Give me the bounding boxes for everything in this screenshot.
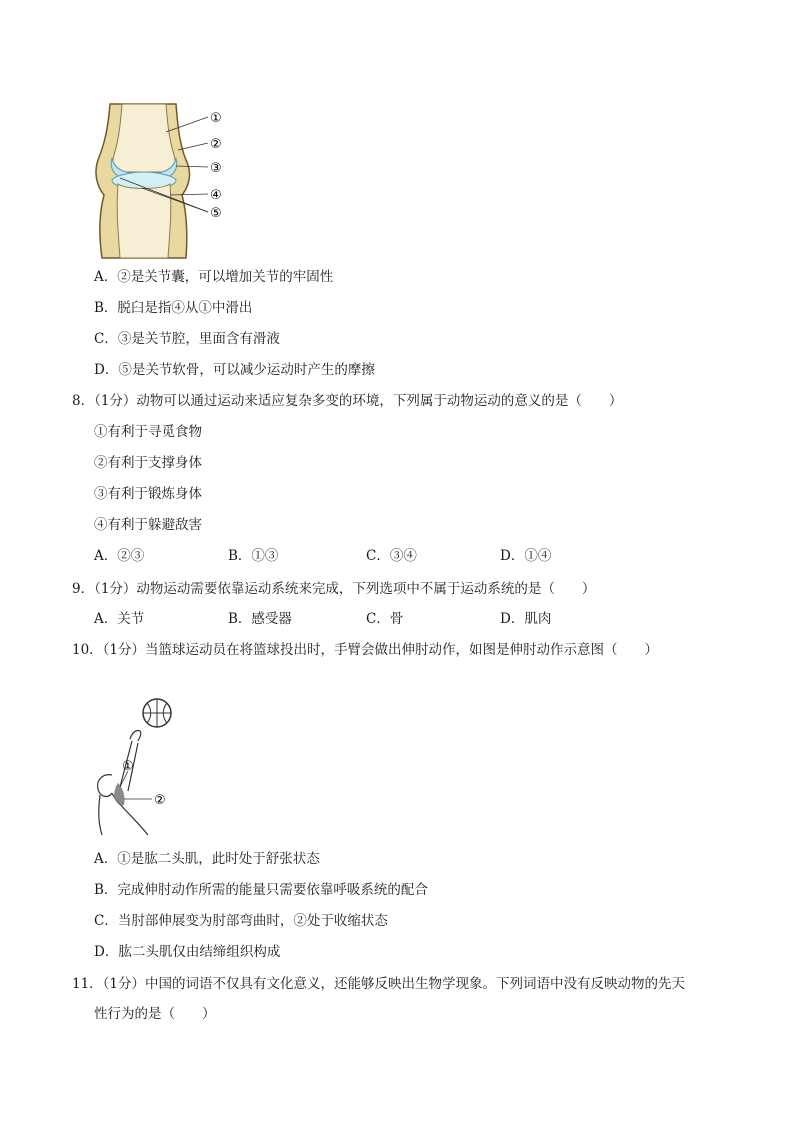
q10-stem: 10．（1分）当篮球运动员在将篮球投出时，手臂会做出伸肘动作，如图是伸肘动作示意图（ ） — [72, 642, 659, 658]
q8-option-a: A．②③ — [94, 548, 145, 564]
knee-joint-diagram — [90, 100, 240, 260]
q8-item-2: ②有利于支撑身体 — [94, 455, 202, 471]
q10-option-c: C．当肘部伸展变为肘部弯曲时，②处于收缩状态 — [94, 913, 388, 929]
q8-option-b: B．①③ — [228, 548, 279, 564]
q11-stem-line1: 11．（1分）中国的词语不仅具有文化意义，还能够反映出生物学现象。下列词语中没有反映动物的先天 — [72, 976, 686, 992]
q9-option-a: A．关节 — [94, 611, 145, 627]
fig2-label-2: ② — [154, 793, 166, 808]
q10-option-b: B．完成伸肘动作所需的能量只需要依靠呼吸系统的配合 — [94, 882, 428, 898]
fig1-label-5: ⑤ — [210, 206, 222, 221]
q10-option-a: A．①是肱二头肌，此时处于舒张状态 — [94, 851, 320, 867]
q8-stem: 8．（1分）动物可以通过运动来适应复杂多变的环境，下列属于动物运动的意义的是（ ） — [72, 393, 623, 409]
q10-option-d: D．肱二头肌仅由结缔组织构成 — [94, 944, 281, 960]
q9-option-c: C．骨 — [366, 611, 404, 627]
q7-option-a: A．②是关节囊，可以增加关节的牢固性 — [94, 269, 334, 285]
elbow-extension-diagram — [90, 695, 210, 845]
fig1-label-1: ① — [210, 111, 222, 126]
q9-option-b: B．感受器 — [228, 611, 292, 627]
fig1-label-2: ② — [210, 137, 222, 152]
q7-option-d: D．⑤是关节软骨，可以减少运动时产生的摩擦 — [94, 362, 375, 378]
q8-item-1: ①有利于寻觅食物 — [94, 424, 202, 440]
q8-option-d: D．①④ — [500, 548, 552, 564]
q7-option-b: B．脱臼是指④从①中滑出 — [94, 300, 253, 316]
q8-option-c: C．③④ — [366, 548, 417, 564]
q9-stem: 9．（1分）动物运动需要依靠运动系统来完成，下列选项中不属于运动系统的是（ ） — [72, 581, 596, 597]
q7-option-c: C．③是关节腔，里面含有滑液 — [94, 331, 280, 347]
q9-option-d: D．肌肉 — [500, 611, 552, 627]
fig1-label-3: ③ — [210, 161, 222, 176]
fig1-label-4: ④ — [210, 188, 222, 203]
q8-item-4: ④有利于躲避敌害 — [94, 517, 202, 533]
q8-item-3: ③有利于锻炼身体 — [94, 486, 202, 502]
fig2-label-1: ① — [122, 759, 134, 774]
q11-stem-line2: 性行为的是（ ） — [94, 1006, 216, 1022]
